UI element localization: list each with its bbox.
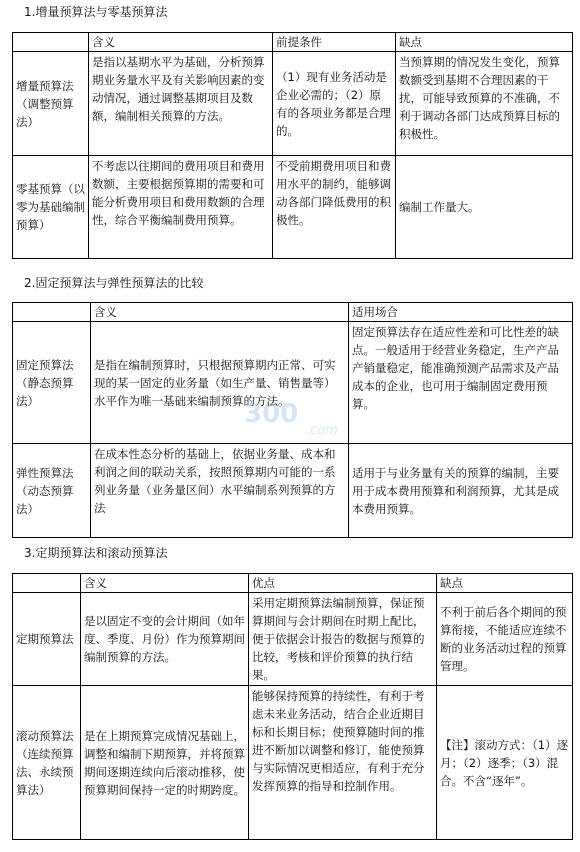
svg-text:.com: .com	[306, 423, 338, 438]
table-cell: 不受前期费用项目和费用水平的制约，能够调动各部门降低费用的积极性。	[273, 156, 396, 259]
header-cell	[13, 33, 89, 52]
table-cell: 当预算期的情况发生变化，预算数额受到基期不合理因素的干扰，可能导致预算的不准确，不利于调动各部门达成预算目标的积极性。	[396, 52, 573, 156]
table-header-row	[13, 33, 573, 52]
table-cell: （1）现有业务活动是企业必需的；（2）原有的各项业务都是合理的。	[273, 52, 396, 156]
row-name: 固定预算法（静态预算法）	[13, 322, 91, 444]
table-cell: 在成本性态分析的基础上，依据业务量、成本和利润之间的联动关系，按照预算期内可能的一系列业务量（业务量区间）水平编制系列预算的方法	[91, 444, 349, 538]
row-name: 增量预算法（调整预算法）	[13, 52, 89, 156]
table-fixed-vs-flexible	[12, 302, 573, 538]
header-cell: 前提条件	[273, 33, 396, 52]
table-cell: 固定预算法存在适应性差和可比性差的缺点。一般适用于经营业务稳定，生产产品产销量稳定，能准确预测产品需求及产品成本的企业，也可用于编制固定费用预算。	[349, 322, 573, 444]
table-cell: 是指以基期水平为基础，分析预算期业务量水平及有关影响因素的变动情况，通过调整基期项目及数额，编制相关预算的方法。	[89, 52, 273, 156]
table-cell: 不考虑以往期间的费用项目和费用数额，主要根据预算期的需要和可能分析费用项目和费用数额的合理性，综合平衡编制费用预算。	[89, 156, 273, 259]
table-cell: 编制工作量大。	[396, 156, 573, 259]
header-cell	[13, 303, 91, 322]
table-periodic-vs-rolling	[12, 573, 573, 840]
table-row	[13, 686, 573, 840]
header-cell: 适用场合	[349, 303, 573, 322]
table-cell: 【注】滚动方式：（1）逐月；（2）逐季；（3）混合。不含“逐年”。	[437, 686, 573, 840]
header-cell: 缺点	[437, 574, 573, 593]
table-cell: 是在上期预算完成情况基础上，调整和编制下期预算，并将预算期间逐期连续向后滚动推移，使预算期间保持一定的时期跨度。	[81, 686, 249, 840]
header-cell: 含义	[89, 33, 273, 52]
table-cell: 是指在编制预算时，只根据预算期内正常、可实现的某一固定的业务量（如生产量、销售量等）水平作为唯一基础来编制预算的方法。	[91, 322, 349, 444]
row-name: 定期预算法	[13, 593, 81, 686]
header-cell: 含义	[91, 303, 349, 322]
table-cell: 是以固定不变的会计期间（如年度、季度、月份）作为预算期间编制预算的方法。	[81, 593, 249, 686]
table-header-row	[13, 303, 573, 322]
table-cell: 不利于前后各个期间的预算衔接，不能适应连续不断的业务活动过程的预算管理。	[437, 593, 573, 686]
table-cell: 适用于与业务量有关的预算的编制，主要用于成本费用预算和利润预算，尤其是成本费用预算。	[349, 444, 573, 538]
table-row	[13, 444, 573, 538]
row-name: 滚动预算法（连续预算法、永续预算法）	[13, 686, 81, 840]
section-2-title: 2.固定预算法与弹性预算法的比较	[24, 276, 204, 290]
table-header-row	[13, 574, 573, 593]
header-cell: 含义	[81, 574, 249, 593]
table-row	[13, 52, 573, 156]
table-cell: 采用定期预算法编制预算，保证预算期间与会计期间在时期上配比，便于依据会计报告的数据与预算的比较，考核和评价预算的执行结果。	[249, 593, 437, 686]
table-row	[13, 593, 573, 686]
row-name: 零基预算（以零为基础编制预算）	[13, 156, 89, 259]
header-cell: 优点	[249, 574, 437, 593]
section-3-title: 3.定期预算法和滚动预算法	[24, 546, 168, 560]
table-row	[13, 156, 573, 259]
table-incremental-vs-zero-based	[12, 32, 573, 259]
section-1-title: 1.增量预算法与零基预算法	[24, 5, 168, 19]
row-name: 弹性预算法（动态预算法）	[13, 444, 91, 538]
svg-text:300: 300	[244, 399, 299, 429]
header-cell	[13, 574, 81, 593]
table-row	[13, 322, 573, 444]
table-cell: 能够保持预算的持续性，有利于考虑未来业务活动，结合企业近期目标和长期目标；使预算随时间的推进不断加以调整和修订，能使预算与实际情况更相适应，有利于充分发挥预算的指导和控制作用。	[249, 686, 437, 840]
header-cell: 缺点	[396, 33, 573, 52]
